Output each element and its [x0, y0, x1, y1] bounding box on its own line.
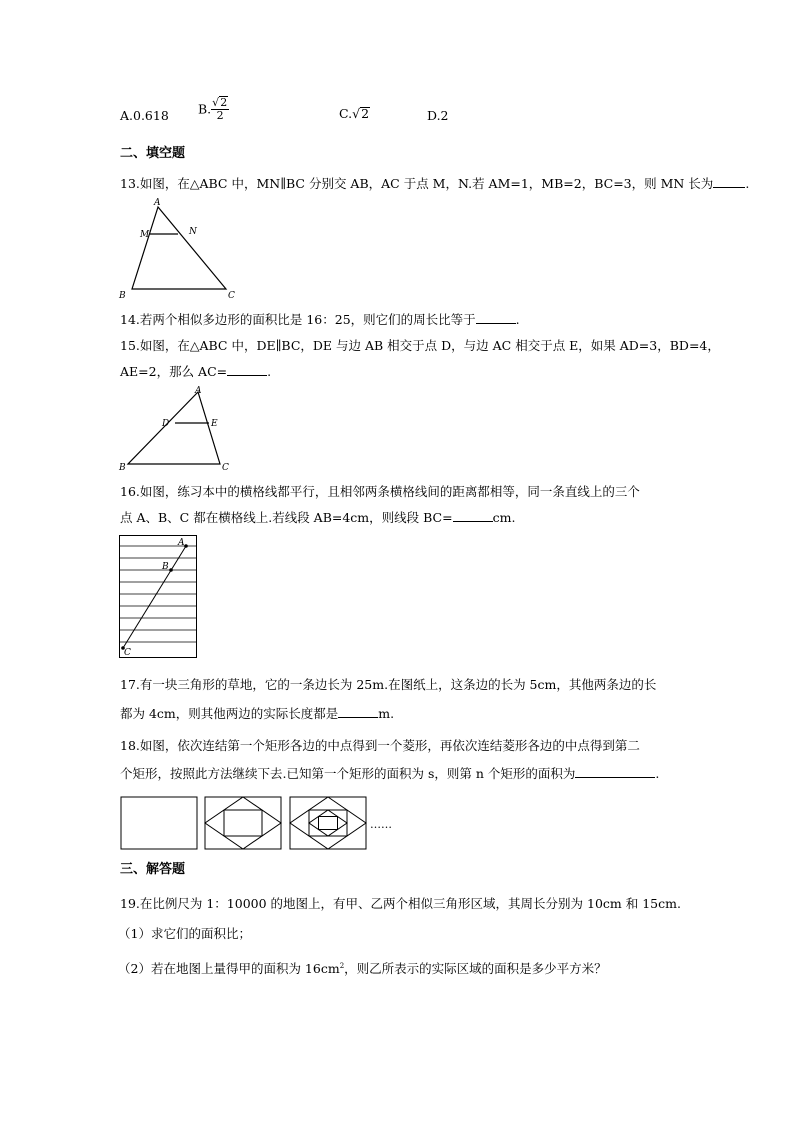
q14-stem: 14.若两个相似多边形的面积比是 16：25，则它们的周长比等于	[120, 312, 476, 327]
q16-label-c: C	[124, 648, 131, 658]
option-d: D.2	[427, 108, 449, 123]
option-c-prefix: C.	[339, 106, 353, 121]
option-c-radicand: 2	[361, 106, 370, 121]
q13-label-c: C	[228, 291, 235, 301]
q15-label-b: B	[119, 463, 126, 473]
option-b-denominator: 2	[216, 109, 224, 122]
q18-blank[interactable]	[575, 766, 655, 778]
q16-stem: 点 A、B、C 都在横格线上.若线段 AB=4cm，则线段 BC=	[120, 510, 453, 525]
option-b-numerator: 2	[220, 96, 228, 109]
q16-point-b	[169, 568, 173, 572]
q15-line1: 15.如图，在△ABC 中，DE∥BC，DE 与边 AB 相交于点 D，与边 AC 相交于点 E，如果 AD=3，BD=4，	[120, 338, 720, 353]
q16-label-b: B	[162, 562, 169, 572]
q15-triangle-figure	[116, 386, 240, 474]
q18-figure3	[290, 797, 366, 849]
q13-triangle-figure	[116, 196, 240, 302]
q13-stem: 13.如图，在△ABC 中，MN∥BC 分别交 AB，AC 于点 M，N.若 AM=1，MB=2，BC=3，则 MN 长为	[120, 176, 714, 191]
q14-end: .	[515, 312, 520, 327]
q13-label-a: A	[154, 198, 161, 208]
q16-blank[interactable]	[453, 510, 493, 522]
q19-line1: 19.在比例尺为 1：10000 的地图上，有甲、乙两个相似三角形区域，其周长分别为 10cm 和 15cm.	[120, 896, 681, 911]
q16-end: cm.	[492, 510, 516, 525]
q16-notebook-border	[120, 536, 197, 658]
q17-line2	[120, 706, 394, 722]
section-3-title: 三、解答题	[120, 862, 186, 877]
q15-label-c: C	[222, 463, 229, 473]
q13-label-m: M	[140, 230, 150, 240]
q15-line2	[120, 364, 271, 380]
q13-end: .	[745, 176, 750, 191]
section-2-title: 二、填空题	[120, 146, 186, 161]
q16-ruled-lines	[120, 546, 197, 642]
q13-text	[120, 176, 749, 192]
q17-line1: 17.有一块三角形的草地，它的一条边长为 25m.在图纸上，这条边的长为 5cm，其他两条边的长	[120, 677, 657, 692]
q15-label-a: A	[195, 386, 202, 396]
q18-line1: 18.如图，依次连结第一个矩形各边的中点得到一个菱形，再依次连结菱形各边的中点得到第二	[120, 738, 640, 753]
q18-rectangles-figure	[118, 794, 408, 854]
q18-figure1-rectangle	[121, 797, 197, 849]
q16-label-a: A	[178, 538, 185, 548]
q19-part2-superscript: 2	[339, 962, 345, 970]
option-a: A.0.618	[120, 108, 169, 123]
q14-blank[interactable]	[476, 312, 516, 324]
q18-stem: 个矩形，按照此方法继续下去.已知第一个矩形的面积为 s，则第 n 个矩形的面积为	[120, 766, 576, 781]
q15-label-e: E	[211, 419, 218, 429]
q16-line-abc	[123, 546, 186, 648]
q19-part2-rest: ，则乙所表示的实际区域的面积是多少平方米？	[344, 961, 607, 977]
q17-end: m.	[378, 706, 395, 721]
option-b-fraction: $\frac{√2}{2}$	[212, 96, 228, 122]
q16-notebook-figure	[118, 534, 200, 660]
q17-stem: 都为 4cm，则其他两边的实际长度都是	[120, 706, 339, 721]
q19-part2	[118, 958, 607, 977]
q16-line1: 16.如图，练习本中的横格线都平行，且相邻两条横格线间的距离都相等，同一条直线上的三个	[120, 484, 640, 499]
q15-label-d: D	[162, 419, 170, 429]
q18-ellipsis: ……	[370, 818, 392, 831]
q15-end: .	[267, 364, 272, 379]
option-c: C.√2	[339, 106, 370, 121]
q19-part1: （1）求它们的面积比；	[118, 926, 251, 941]
q16-point-a	[184, 544, 188, 548]
q18-figure2	[205, 797, 281, 849]
q13-label-n: N	[189, 227, 197, 237]
option-b	[198, 96, 229, 122]
q13-triangle	[132, 207, 226, 289]
q13-blank[interactable]	[713, 176, 745, 188]
q18-line2	[120, 766, 659, 782]
q18-end: .	[655, 766, 660, 781]
q14-text	[120, 312, 520, 328]
q16-line2	[120, 510, 515, 526]
q13-label-b: B	[119, 291, 126, 301]
option-b-prefix: B.	[198, 101, 212, 117]
q17-blank[interactable]	[338, 706, 378, 718]
q15-blank[interactable]	[227, 364, 267, 376]
q19-part2-stem: （2）若在地图上量得甲的面积为 16cm	[118, 961, 340, 977]
q15-triangle	[128, 392, 220, 464]
q15-stem: AE=2，那么 AC=	[120, 364, 228, 379]
